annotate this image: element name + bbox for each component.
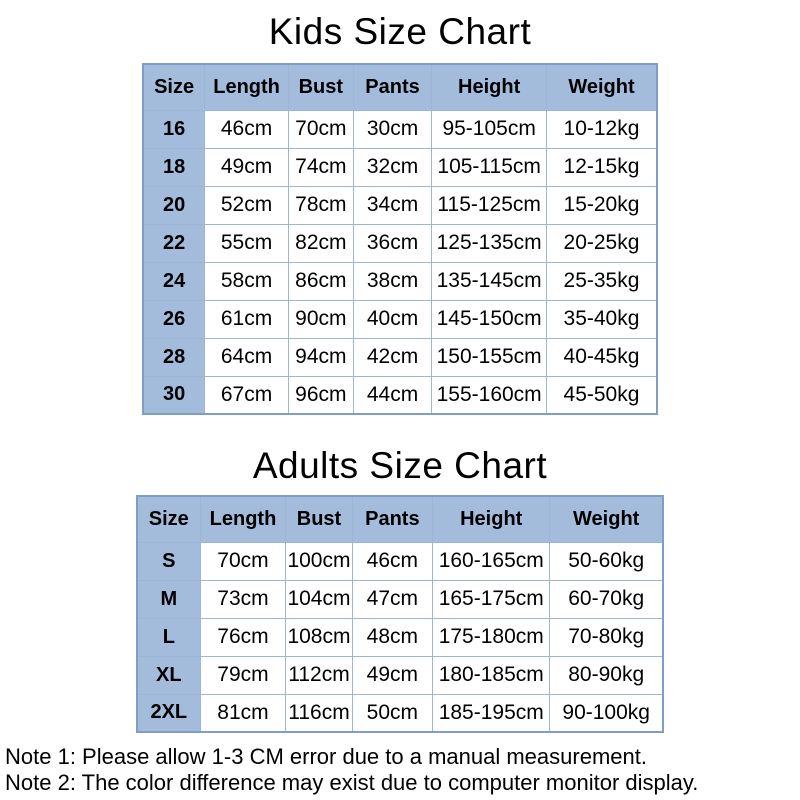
value-cell: 76cm <box>200 618 286 656</box>
value-cell: 74cm <box>288 148 353 186</box>
value-cell: 67cm <box>205 376 289 414</box>
column-header-size: Size <box>143 64 205 110</box>
size-cell: 18 <box>143 148 205 186</box>
value-cell: 78cm <box>288 186 353 224</box>
value-cell: 90-100kg <box>550 694 663 732</box>
value-cell: 40-45kg <box>546 338 657 376</box>
value-cell: 104cm <box>286 580 352 618</box>
column-header-pants: Pants <box>352 496 432 542</box>
value-cell: 61cm <box>205 300 289 338</box>
table-row <box>137 542 663 580</box>
value-cell: 36cm <box>353 224 432 262</box>
value-cell: 40cm <box>353 300 432 338</box>
value-cell: 80-90kg <box>550 656 663 694</box>
value-cell: 115-125cm <box>432 186 547 224</box>
value-cell: 86cm <box>288 262 353 300</box>
table-row <box>143 186 657 224</box>
size-cell: S <box>137 542 200 580</box>
value-cell: 44cm <box>353 376 432 414</box>
value-cell: 50cm <box>352 694 432 732</box>
value-cell: 150-155cm <box>432 338 547 376</box>
table-row <box>137 618 663 656</box>
value-cell: 155-160cm <box>432 376 547 414</box>
value-cell: 60-70kg <box>550 580 663 618</box>
value-cell: 108cm <box>286 618 352 656</box>
value-cell: 48cm <box>352 618 432 656</box>
kids-chart-title: Kids Size Chart <box>268 11 532 52</box>
column-header-weight: Weight <box>550 496 663 542</box>
table-row <box>143 300 657 338</box>
value-cell: 52cm <box>205 186 289 224</box>
table-row <box>137 656 663 694</box>
table-row <box>137 580 663 618</box>
value-cell: 96cm <box>288 376 353 414</box>
value-cell: 38cm <box>353 262 432 300</box>
header-row <box>137 496 663 542</box>
size-cell: 28 <box>143 338 205 376</box>
column-header-length: Length <box>205 64 289 110</box>
column-header-height: Height <box>433 496 550 542</box>
value-cell: 165-175cm <box>433 580 550 618</box>
value-cell: 94cm <box>288 338 353 376</box>
value-cell: 105-115cm <box>432 148 547 186</box>
value-cell: 90cm <box>288 300 353 338</box>
value-cell: 112cm <box>286 656 352 694</box>
value-cell: 30cm <box>353 110 432 148</box>
value-cell: 100cm <box>286 542 352 580</box>
note-2: Note 2: The color difference may exist due to computer monitor display. <box>5 770 699 795</box>
value-cell: 116cm <box>286 694 352 732</box>
column-header-height: Height <box>432 64 547 110</box>
table-row <box>143 148 657 186</box>
column-header-weight: Weight <box>546 64 657 110</box>
value-cell: 70cm <box>200 542 286 580</box>
value-cell: 12-15kg <box>546 148 657 186</box>
value-cell: 185-195cm <box>433 694 550 732</box>
value-cell: 45-50kg <box>546 376 657 414</box>
value-cell: 47cm <box>352 580 432 618</box>
value-cell: 46cm <box>352 542 432 580</box>
column-header-size: Size <box>137 496 200 542</box>
value-cell: 82cm <box>288 224 353 262</box>
size-cell: 20 <box>143 186 205 224</box>
value-cell: 95-105cm <box>432 110 547 148</box>
value-cell: 46cm <box>205 110 289 148</box>
value-cell: 73cm <box>200 580 286 618</box>
size-cell: XL <box>137 656 200 694</box>
value-cell: 50-60kg <box>550 542 663 580</box>
value-cell: 175-180cm <box>433 618 550 656</box>
table-row <box>143 338 657 376</box>
value-cell: 64cm <box>205 338 289 376</box>
value-cell: 35-40kg <box>546 300 657 338</box>
size-cell: 16 <box>143 110 205 148</box>
value-cell: 42cm <box>353 338 432 376</box>
kids-size-table <box>142 63 658 415</box>
adults-chart-title: Adults Size Chart <box>252 445 548 486</box>
table-row <box>143 376 657 414</box>
value-cell: 34cm <box>353 186 432 224</box>
kids-size-chart-section <box>0 10 800 415</box>
value-cell: 79cm <box>200 656 286 694</box>
value-cell: 58cm <box>205 262 289 300</box>
value-cell: 10-12kg <box>546 110 657 148</box>
value-cell: 135-145cm <box>432 262 547 300</box>
value-cell: 70-80kg <box>550 618 663 656</box>
adults-size-chart-section <box>0 444 800 733</box>
column-header-pants: Pants <box>353 64 432 110</box>
size-cell: 2XL <box>137 694 200 732</box>
value-cell: 49cm <box>352 656 432 694</box>
value-cell: 49cm <box>205 148 289 186</box>
size-cell: M <box>137 580 200 618</box>
value-cell: 145-150cm <box>432 300 547 338</box>
value-cell: 70cm <box>288 110 353 148</box>
column-header-bust: Bust <box>288 64 353 110</box>
note-1: Note 1: Please allow 1-3 CM error due to a manual measurement. <box>5 744 647 769</box>
table-row <box>143 110 657 148</box>
adults-size-table <box>136 495 664 733</box>
size-cell: 30 <box>143 376 205 414</box>
value-cell: 125-135cm <box>432 224 547 262</box>
value-cell: 15-20kg <box>546 186 657 224</box>
table-row <box>137 694 663 732</box>
header-row <box>143 64 657 110</box>
table-row <box>143 224 657 262</box>
notes <box>0 744 800 796</box>
size-cell: L <box>137 618 200 656</box>
column-header-length: Length <box>200 496 286 542</box>
value-cell: 81cm <box>200 694 286 732</box>
value-cell: 160-165cm <box>433 542 550 580</box>
column-header-bust: Bust <box>286 496 352 542</box>
value-cell: 20-25kg <box>546 224 657 262</box>
size-cell: 26 <box>143 300 205 338</box>
size-cell: 22 <box>143 224 205 262</box>
size-cell: 24 <box>143 262 205 300</box>
value-cell: 180-185cm <box>433 656 550 694</box>
value-cell: 25-35kg <box>546 262 657 300</box>
value-cell: 32cm <box>353 148 432 186</box>
value-cell: 55cm <box>205 224 289 262</box>
table-row <box>143 262 657 300</box>
